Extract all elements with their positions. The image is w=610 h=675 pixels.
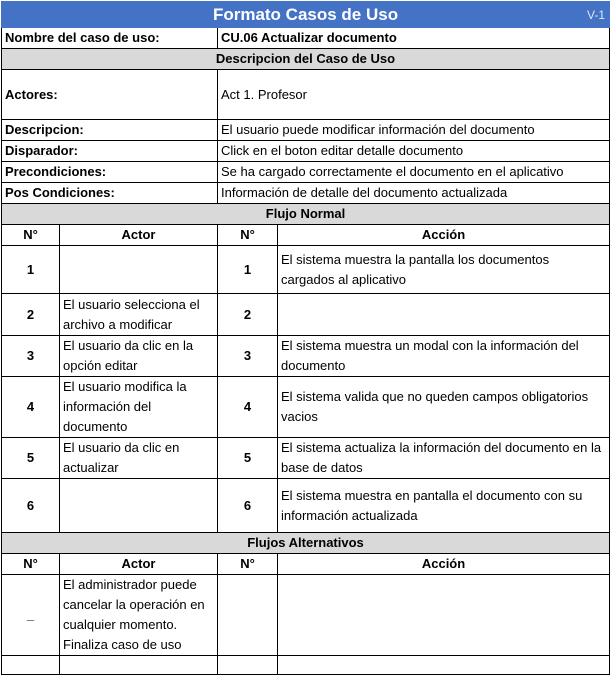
postconditions-label: Pos Condiciones: (2, 183, 218, 204)
alt-flow-col-actor: Actor (60, 554, 218, 575)
version-label: V-1 (587, 8, 606, 22)
system-action: El sistema muestra un modal con la información del documento (278, 336, 610, 377)
step-number: 4 (2, 377, 60, 438)
system-step-number: 3 (218, 336, 278, 377)
actor-step: El usuario da clic en actualizar (60, 438, 218, 479)
description-label: Descripcion: (2, 120, 218, 141)
normal-flow-col-n: N° (2, 225, 60, 246)
alt-actor-step (60, 656, 218, 675)
system-action: El sistema muestra en pantalla el documento con su información actualizada (278, 479, 610, 533)
actor-step (60, 246, 218, 294)
actor-step (60, 479, 218, 533)
alt-step-number: _ (2, 575, 60, 656)
use-case-table (1, 1, 610, 675)
table-row (2, 479, 610, 533)
alt-flow-header: Flujos Alternativos (2, 533, 610, 554)
table-row (2, 246, 610, 294)
preconditions-label: Precondiciones: (2, 162, 218, 183)
normal-flow-col-n2: N° (218, 225, 278, 246)
alt-system-action (278, 656, 610, 675)
name-value: CU.06 Actualizar documento (218, 28, 610, 49)
name-label: Nombre del caso de uso: (2, 28, 218, 49)
alt-actor-step: El administrador puede cancelar la operación en cualquier momento. Finaliza caso de uso (60, 575, 218, 656)
table-row (2, 377, 610, 438)
step-number: 2 (2, 294, 60, 336)
actor-step: El usuario da clic en la opción editar (60, 336, 218, 377)
step-number: 3 (2, 336, 60, 377)
alt-system-action (278, 575, 610, 656)
system-step-number: 5 (218, 438, 278, 479)
step-number: 1 (2, 246, 60, 294)
postconditions-value: Información de detalle del documento actualizada (218, 183, 610, 204)
step-number: 6 (2, 479, 60, 533)
system-action: El sistema valida que no queden campos obligatorios vacios (278, 377, 610, 438)
system-action (278, 294, 610, 336)
actor-step: El usuario selecciona el archivo a modificar (60, 294, 218, 336)
table-row (2, 575, 610, 656)
actor-step: El usuario modifica la información del documento (60, 377, 218, 438)
normal-flow-header: Flujo Normal (2, 204, 610, 225)
actors-value: Act 1. Profesor (218, 70, 610, 120)
system-step-number: 6 (218, 479, 278, 533)
form-title (2, 2, 610, 28)
system-step-number: 4 (218, 377, 278, 438)
alt-flow-col-action: Acción (278, 554, 610, 575)
system-step-number: 2 (218, 294, 278, 336)
description-section-header: Descripcion del Caso de Uso (2, 49, 610, 70)
actors-label: Actores: (2, 70, 218, 120)
normal-flow-col-actor: Actor (60, 225, 218, 246)
table-row (2, 336, 610, 377)
trigger-value: Click en el boton editar detalle documento (218, 141, 610, 162)
alt-flow-col-n: N° (2, 554, 60, 575)
system-action: El sistema muestra la pantalla los documentos cargados al aplicativo (278, 246, 610, 294)
system-action: El sistema actualiza la información del documento en la base de datos (278, 438, 610, 479)
alt-system-step-number (218, 575, 278, 656)
alt-flow-col-n2: N° (218, 554, 278, 575)
description-value: El usuario puede modificar información del documento (218, 120, 610, 141)
system-step-number: 1 (218, 246, 278, 294)
form-title-text: Formato Casos de Uso (212, 4, 399, 24)
table-row (2, 438, 610, 479)
alt-system-step-number (218, 656, 278, 675)
normal-flow-col-action: Acción (278, 225, 610, 246)
step-number: 5 (2, 438, 60, 479)
alt-step-number (2, 656, 60, 675)
table-row (2, 294, 610, 336)
trigger-label: Disparador: (2, 141, 218, 162)
preconditions-value: Se ha cargado correctamente el documento en el aplicativo (218, 162, 610, 183)
table-row (2, 656, 610, 675)
